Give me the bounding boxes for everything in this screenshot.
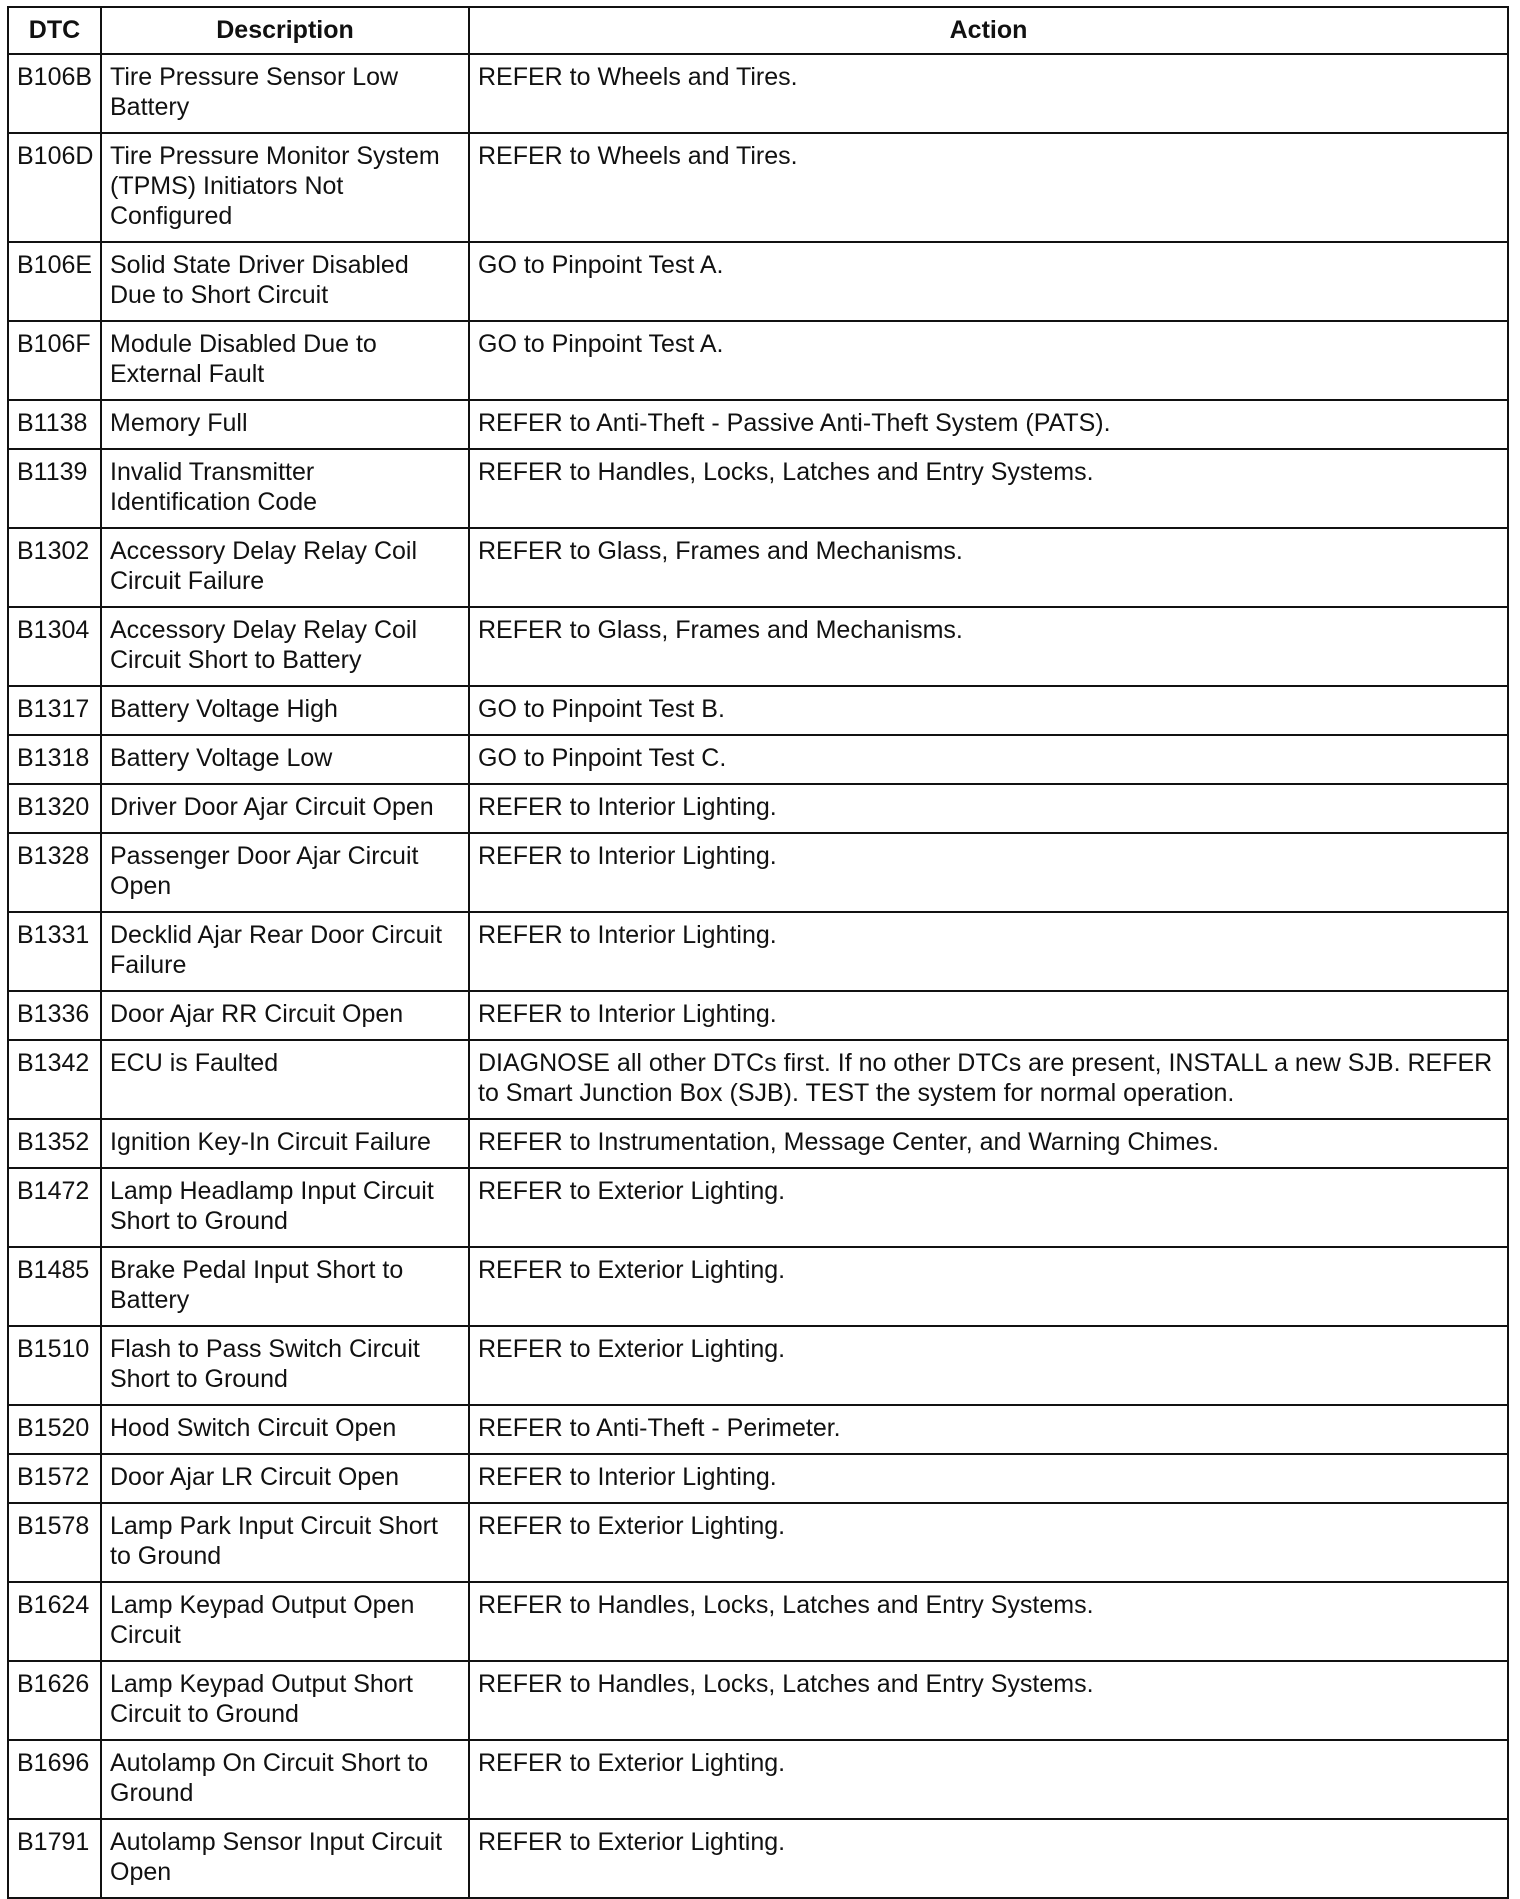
description-cell: Hood Switch Circuit Open [101, 1405, 469, 1454]
table-row [8, 321, 1508, 400]
action-cell: REFER to Handles, Locks, Latches and Entry Systems. [469, 1661, 1508, 1740]
description-cell: Accessory Delay Relay Coil Circuit Failure [101, 528, 469, 607]
action-cell: REFER to Interior Lighting. [469, 912, 1508, 991]
dtc-code-cell: B1624 [8, 1582, 101, 1661]
description-cell: Lamp Keypad Output Short Circuit to Ground [101, 1661, 469, 1740]
action-cell: REFER to Glass, Frames and Mechanisms. [469, 607, 1508, 686]
description-cell: Lamp Park Input Circuit Short to Ground [101, 1503, 469, 1582]
header-row [8, 7, 1508, 54]
table-row [8, 133, 1508, 242]
action-cell: REFER to Handles, Locks, Latches and Entry Systems. [469, 1582, 1508, 1661]
action-cell: REFER to Interior Lighting. [469, 833, 1508, 912]
table-row [8, 833, 1508, 912]
action-cell: REFER to Exterior Lighting. [469, 1740, 1508, 1819]
table-row [8, 242, 1508, 321]
description-cell: Lamp Keypad Output Open Circuit [101, 1582, 469, 1661]
table-row [8, 1582, 1508, 1661]
action-cell: DIAGNOSE all other DTCs first. If no other DTCs are present, INSTALL a new SJB. REFER to Smart Junction Box (SJB). TEST the system for normal operation. [469, 1040, 1508, 1119]
action-cell: REFER to Exterior Lighting. [469, 1168, 1508, 1247]
table-row [8, 1661, 1508, 1740]
action-cell: REFER to Exterior Lighting. [469, 1819, 1508, 1898]
description-cell: Autolamp On Circuit Short to Ground [101, 1740, 469, 1819]
table-row [8, 784, 1508, 833]
dtc-code-cell: B1472 [8, 1168, 101, 1247]
dtc-code-cell: B1328 [8, 833, 101, 912]
table-row [8, 528, 1508, 607]
table-row [8, 1503, 1508, 1582]
dtc-code-cell: B106D [8, 133, 101, 242]
action-cell: REFER to Wheels and Tires. [469, 133, 1508, 242]
action-cell: REFER to Wheels and Tires. [469, 54, 1508, 133]
description-cell: Driver Door Ajar Circuit Open [101, 784, 469, 833]
table-row [8, 1040, 1508, 1119]
description-cell: Solid State Driver Disabled Due to Short Circuit [101, 242, 469, 321]
dtc-table [7, 6, 1509, 1899]
dtc-code-cell: B1304 [8, 607, 101, 686]
table-row [8, 1119, 1508, 1168]
dtc-code-cell: B1317 [8, 686, 101, 735]
dtc-code-cell: B1138 [8, 400, 101, 449]
dtc-code-cell: B1302 [8, 528, 101, 607]
table-row [8, 1326, 1508, 1405]
dtc-code-cell: B1696 [8, 1740, 101, 1819]
header-action: Action [469, 7, 1508, 54]
table-row [8, 912, 1508, 991]
action-cell: GO to Pinpoint Test C. [469, 735, 1508, 784]
table-row [8, 54, 1508, 133]
dtc-code-cell: B1485 [8, 1247, 101, 1326]
description-cell: Memory Full [101, 400, 469, 449]
action-cell: REFER to Interior Lighting. [469, 1454, 1508, 1503]
action-cell: GO to Pinpoint Test B. [469, 686, 1508, 735]
dtc-code-cell: B1520 [8, 1405, 101, 1454]
dtc-code-cell: B106E [8, 242, 101, 321]
description-cell: ECU is Faulted [101, 1040, 469, 1119]
action-cell: REFER to Glass, Frames and Mechanisms. [469, 528, 1508, 607]
dtc-code-cell: B1352 [8, 1119, 101, 1168]
description-cell: Accessory Delay Relay Coil Circuit Short to Battery [101, 607, 469, 686]
description-cell: Flash to Pass Switch Circuit Short to Ground [101, 1326, 469, 1405]
table-row [8, 735, 1508, 784]
action-cell: REFER to Interior Lighting. [469, 991, 1508, 1040]
table-row [8, 1168, 1508, 1247]
table-row [8, 1740, 1508, 1819]
action-cell: REFER to Handles, Locks, Latches and Entry Systems. [469, 449, 1508, 528]
dtc-code-cell: B1320 [8, 784, 101, 833]
header-description: Description [101, 7, 469, 54]
table-header [8, 7, 1508, 54]
description-cell: Autolamp Sensor Input Circuit Open [101, 1819, 469, 1898]
description-cell: Door Ajar RR Circuit Open [101, 991, 469, 1040]
action-cell: REFER to Anti-Theft - Perimeter. [469, 1405, 1508, 1454]
description-cell: Decklid Ajar Rear Door Circuit Failure [101, 912, 469, 991]
table-row [8, 607, 1508, 686]
description-cell: Module Disabled Due to External Fault [101, 321, 469, 400]
action-cell: REFER to Exterior Lighting. [469, 1247, 1508, 1326]
description-cell: Ignition Key-In Circuit Failure [101, 1119, 469, 1168]
action-cell: REFER to Anti-Theft - Passive Anti-Theft System (PATS). [469, 400, 1508, 449]
header-dtc: DTC [8, 7, 101, 54]
description-cell: Door Ajar LR Circuit Open [101, 1454, 469, 1503]
description-cell: Brake Pedal Input Short to Battery [101, 1247, 469, 1326]
dtc-code-cell: B1578 [8, 1503, 101, 1582]
table-row [8, 449, 1508, 528]
dtc-code-cell: B1318 [8, 735, 101, 784]
table-row [8, 1819, 1508, 1898]
description-cell: Invalid Transmitter Identification Code [101, 449, 469, 528]
dtc-code-cell: B1791 [8, 1819, 101, 1898]
action-cell: REFER to Interior Lighting. [469, 784, 1508, 833]
table-row [8, 1454, 1508, 1503]
dtc-code-cell: B1331 [8, 912, 101, 991]
table-row [8, 1405, 1508, 1454]
table-body [8, 54, 1508, 1898]
description-cell: Lamp Headlamp Input Circuit Short to Ground [101, 1168, 469, 1247]
dtc-code-cell: B1342 [8, 1040, 101, 1119]
dtc-code-cell: B1139 [8, 449, 101, 528]
action-cell: GO to Pinpoint Test A. [469, 242, 1508, 321]
table-row [8, 1247, 1508, 1326]
description-cell: Tire Pressure Sensor Low Battery [101, 54, 469, 133]
table-row [8, 400, 1508, 449]
description-cell: Tire Pressure Monitor System (TPMS) Initiators Not Configured [101, 133, 469, 242]
dtc-code-cell: B1626 [8, 1661, 101, 1740]
table-row [8, 991, 1508, 1040]
action-cell: REFER to Instrumentation, Message Center, and Warning Chimes. [469, 1119, 1508, 1168]
dtc-code-cell: B1572 [8, 1454, 101, 1503]
dtc-code-cell: B1510 [8, 1326, 101, 1405]
action-cell: REFER to Exterior Lighting. [469, 1326, 1508, 1405]
table-row [8, 686, 1508, 735]
dtc-code-cell: B106B [8, 54, 101, 133]
dtc-table-container [7, 6, 1507, 1899]
description-cell: Battery Voltage Low [101, 735, 469, 784]
description-cell: Battery Voltage High [101, 686, 469, 735]
action-cell: GO to Pinpoint Test A. [469, 321, 1508, 400]
dtc-code-cell: B106F [8, 321, 101, 400]
action-cell: REFER to Exterior Lighting. [469, 1503, 1508, 1582]
description-cell: Passenger Door Ajar Circuit Open [101, 833, 469, 912]
dtc-code-cell: B1336 [8, 991, 101, 1040]
